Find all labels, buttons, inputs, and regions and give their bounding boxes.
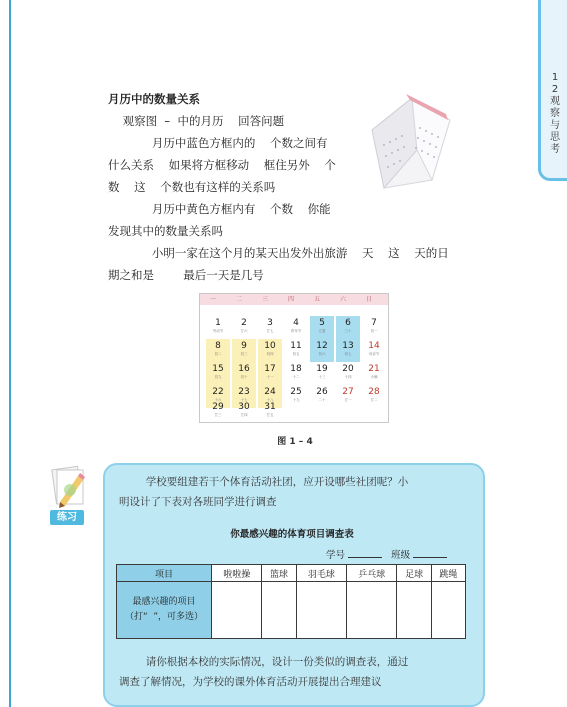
figure-caption: 图 1 – 4	[277, 437, 313, 447]
table-column-header: 啦啦操	[212, 565, 262, 582]
section-heading: 月历中的数量关系	[108, 92, 200, 106]
calendar-day-blue: 12 初六	[310, 339, 334, 362]
text-line: 发现其中的数量关系吗	[108, 224, 223, 238]
weekday-label: 六	[339, 296, 346, 303]
weekday-label: 五	[313, 296, 320, 303]
table-column-header: 足球	[397, 565, 431, 582]
calendar-day-sunday: 21 小满	[368, 364, 380, 379]
calendar-day: 30 廿四	[238, 402, 250, 417]
practice-pencil-icon	[48, 462, 88, 510]
practice-intro	[119, 472, 474, 512]
table-header-label: 项目	[117, 565, 212, 582]
calendar-day-sunday: 28 廿二	[368, 387, 380, 402]
calendar-day: 7 初一	[370, 318, 378, 333]
student-id-blank	[348, 549, 382, 558]
chapter-tab-text	[547, 72, 563, 156]
calendar-day: 2 廿六	[240, 318, 248, 333]
calendar-day-blue: 13 初七	[336, 339, 360, 362]
calendar-day: 4 青年节	[290, 318, 302, 333]
calendar-day-yellow: 23 十七	[232, 385, 256, 408]
table-cell[interactable]	[262, 582, 296, 639]
text-line: 观察图 – 中的月历 回答问题	[108, 114, 285, 128]
calendar-day-blue: 6 三十	[336, 316, 360, 339]
calendar-day: 29 廿三	[212, 402, 224, 417]
calendar-weekday-header	[200, 294, 388, 305]
intro-line: 学校要组建若干个体育活动社团，应开设哪些社团呢？小	[119, 476, 409, 488]
table-cell[interactable]	[296, 582, 346, 639]
calendar-day: 25 十九	[290, 387, 302, 402]
weekday-label: 四	[287, 296, 294, 303]
calendar-day: 11 初五	[290, 341, 302, 356]
survey-meta	[326, 547, 447, 561]
calendar-day: 19 十三	[316, 364, 328, 379]
table-cell[interactable]	[347, 582, 397, 639]
calendar-day-yellow: 15 初九	[206, 362, 230, 385]
table-cell[interactable]	[431, 582, 465, 639]
calendar-day-sunday: 14 母亲节	[368, 341, 380, 356]
calendar-day-yellow: 24 十八	[258, 385, 282, 408]
survey-title: 你最感兴趣的体育项目调查表	[230, 529, 354, 540]
table-row	[117, 582, 466, 639]
weekday-label: 二	[235, 296, 242, 303]
weekday-label: 三	[261, 296, 268, 303]
calendar-day-blue: 5 立夏	[310, 316, 334, 339]
weekday-label: 一	[209, 296, 216, 303]
table-cell[interactable]	[212, 582, 262, 639]
calendar-day: 18 十二	[290, 364, 302, 379]
class-label: 班级	[391, 550, 411, 561]
row-label-line: 最感兴趣的项目	[132, 597, 196, 607]
table-column-header: 羽毛球	[296, 565, 346, 582]
table-row-label	[117, 582, 212, 639]
practice-outro	[119, 652, 474, 692]
intro-line: 明设计了下表对各班同学进行调查	[119, 496, 277, 508]
calendar-day-weekend: 27 廿一	[342, 387, 354, 402]
table-column-header: 篮球	[262, 565, 296, 582]
calendar-day-yellow: 16 初十	[232, 362, 256, 385]
table-header-row	[117, 565, 466, 582]
desk-calendar-illustration	[362, 90, 452, 195]
calendar-day: 20 十四	[342, 364, 354, 379]
outro-line: 调查了解情况，为学校的课外体育活动开展提出合理建议	[119, 676, 382, 688]
survey-table	[116, 564, 466, 639]
weekday-label: 日	[365, 296, 372, 303]
month-calendar	[199, 293, 389, 423]
class-blank	[413, 549, 447, 558]
chapter-tab-char: 察	[550, 108, 560, 119]
chapter-tab	[538, 0, 567, 181]
text-line: 小明一家在这个月的某天出发外出旅游 天 这 天的日	[108, 246, 449, 260]
text-line: 月历中黄色方框内有 个数 你能	[108, 202, 331, 216]
calendar-day-yellow: 8 初二	[206, 339, 230, 362]
table-column-header: 跳绳	[431, 565, 465, 582]
chapter-tab-char: 观	[550, 96, 560, 107]
table-cell[interactable]	[397, 582, 431, 639]
chapter-tab-char: 思	[550, 132, 560, 143]
text-line: 期之和是 最后一天是几号	[108, 268, 264, 282]
calendar-day: 26 二十	[316, 387, 328, 402]
chapter-tab-char: 2	[551, 84, 559, 95]
student-id-label: 学号	[326, 550, 346, 561]
calendar-day-yellow: 10 初四	[258, 339, 282, 362]
outro-line: 请你根据本校的实际情况，设计一份类似的调查表，通过	[119, 656, 409, 668]
text-line: 什么关系 如果将方框移动 框住另外 个	[108, 158, 336, 172]
calendar-day-yellow: 22 十六	[206, 385, 230, 408]
calendar-day-yellow: 17 十一	[258, 362, 282, 385]
calendar-day: 31 廿五	[264, 402, 276, 417]
left-margin-rule	[9, 0, 11, 707]
calendar-day: 3 廿七	[266, 318, 274, 333]
practice-badge: 练习	[50, 510, 84, 525]
calendar-day: 1 劳动节	[212, 318, 224, 333]
chapter-tab-char: 考	[550, 144, 560, 155]
chapter-tab-char: 与	[550, 120, 560, 131]
table-column-header: 乒乓球	[347, 565, 397, 582]
calendar-day-yellow: 9 初三	[232, 339, 256, 362]
chapter-tab-char: 1	[551, 72, 559, 83]
row-label-line: （打“ ”，可多选）	[124, 612, 204, 622]
text-line: 月历中蓝色方框内的 个数之间有	[108, 136, 328, 150]
text-line: 数 这 个数也有这样的关系吗	[108, 180, 276, 194]
